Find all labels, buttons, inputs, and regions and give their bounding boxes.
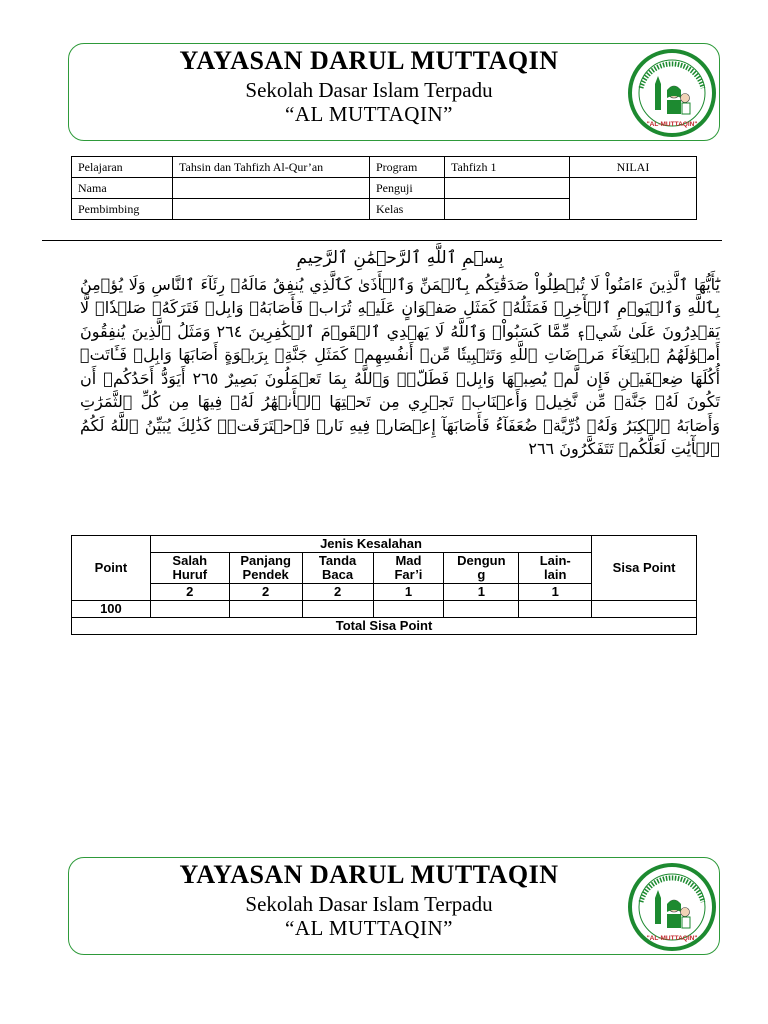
bismillah: بِسۡمِ ٱللَّهِ ٱلرَّحۡمَٰنِ ٱلرَّحِيمِ — [296, 248, 504, 268]
kelas-field[interactable] — [445, 199, 570, 220]
pembimbing-label: Pembimbing — [72, 199, 173, 220]
weight-lain-lain: 1 — [519, 584, 592, 601]
school-header — [68, 43, 720, 141]
weight-panjang-pendek: 2 — [229, 584, 302, 601]
foundation-title: YAYASAN DARUL MUTTAQIN — [179, 46, 559, 75]
logo-caption: "AL-MUTTAQIN" — [646, 935, 698, 942]
logo-caption: "AL-MUTTAQIN" — [646, 121, 698, 128]
passage-text: يَٰٓأَيُّهَا ٱلَّذِينَ ءَامَنُواْ لَا تُبۡطِلُواْ صَدَقَٰتِكُم بِٱلۡمَنِّ وَٱلۡأَذَىٰ كَٱلَّذِي يُنفِقُ مَالَهُۥ رِئَآءَ ٱلنَّاسِ وَلَا يُؤۡمِنُ بِٱللَّهِ وَٱلۡيَوۡمِ ٱلۡأٓخِرِۖ فَمَثَلُهُۥ كَمَثَلِ صَفۡوَانٍ عَلَيۡهِ تُرَابٞ فَأَصَابَهُۥ وَابِلٞ فَتَرَكَهُۥ صَلۡدٗاۖ لَّا يَقۡدِرُونَ عَلَىٰ شَيۡءٖ مِّمَّا كَسَبُواْۗ وَٱللَّهُ لَا يَهۡدِي ٱلۡقَوۡمَ ٱلۡكَٰفِرِينَ ٢٦٤ وَمَثَلُ ٱلَّذِينَ يُنفِقُونَ أَمۡوَٰلَهُمُ ٱبۡتِغَآءَ مَرۡضَاتِ ٱللَّهِ وَتَثۡبِيتٗا مِّنۡ أَنفُسِهِمۡ كَمَثَلِ جَنَّةِۢ بِرَبۡوَةٍ أَصَابَهَا وَابِلٞ فَـَٔاتَتۡ أُكُلَهَا ضِعۡفَيۡنِ فَإِن لَّمۡ يُصِبۡهَا وَابِلٞ فَطَلّٞۗ وَٱللَّهُ بِمَا تَعۡمَلُونَ بَصِيرٌ ٢٦٥ أَيَوَدُّ أَحَدُكُمۡ أَن تَكُونَ لَهُۥ جَنَّةٞ مِّن نَّخِيلٖ وَأَعۡنَابٖ تَجۡرِي مِن تَحۡتِهَا ٱلۡأَنۡهَٰرُ لَهُۥ فِيهَا مِن كُلِّ ٱلثَّمَرَٰتِ وَأَصَابَهُ ٱلۡكِبَرُ وَلَهُۥ ذُرِّيَّةٞ ضُعَفَآءُ فَأَصَابَهَآ إِعۡصَارٞ فِيهِ نَارٞ فَٱحۡتَرَقَتۡۗ كَذَٰلِكَ يُبَيِّنُ ٱللَّهُ لَكُمُ ٱلۡأٓيَٰتِ لَعَلَّكُمۡ تَتَفَكَّرُونَ ٢٦٦ — [80, 274, 721, 458]
school-logo-icon — [627, 862, 717, 952]
weight-tanda-baca: 2 — [302, 584, 373, 601]
nilai-label: NILAI — [570, 157, 697, 178]
entry-sisa-point[interactable] — [592, 601, 697, 618]
entry-lain-lain[interactable] — [519, 601, 592, 618]
category-mad-fari: Mad Far’i — [373, 552, 444, 584]
nama-field[interactable] — [173, 178, 370, 199]
program-label: Program — [370, 157, 445, 178]
start-point: 100 — [72, 601, 151, 618]
weight-mad-fari: 1 — [373, 584, 444, 601]
school-name-bottom: “AL MUTTAQIN” — [285, 916, 453, 940]
pelajaran-label: Pelajaran — [72, 157, 173, 178]
quran-passage — [80, 247, 720, 461]
point-header: Point — [72, 536, 151, 601]
penguji-field[interactable] — [445, 178, 570, 199]
entry-salah-huruf[interactable] — [150, 601, 229, 618]
penguji-label: Penguji — [370, 178, 445, 199]
nama-label: Nama — [72, 178, 173, 199]
category-panjang-pendek: Panjang Pendek — [229, 552, 302, 584]
category-salah-huruf: Salah Huruf — [150, 552, 229, 584]
weight-dengung: 1 — [444, 584, 519, 601]
pelajaran-value: Tahsin dan Tahfizh Al-Qur’an — [173, 157, 370, 178]
program-value: Tahfizh 1 — [445, 157, 570, 178]
school-subtitle: Sekolah Dasar Islam Terpadu — [245, 78, 493, 102]
entry-dengung[interactable] — [444, 601, 519, 618]
foundation-title-bottom: YAYASAN DARUL MUTTAQIN — [179, 860, 559, 889]
school-logo-icon — [627, 48, 717, 138]
divider-line — [42, 240, 722, 241]
entry-mad-fari[interactable] — [373, 601, 444, 618]
school-subtitle-bottom: Sekolah Dasar Islam Terpadu — [245, 892, 493, 916]
student-info-table — [71, 156, 697, 220]
category-tanda-baca: Tanda Baca — [302, 552, 373, 584]
kelas-label: Kelas — [370, 199, 445, 220]
jenis-kesalahan-header: Jenis Kesalahan — [150, 536, 591, 553]
entry-tanda-baca[interactable] — [302, 601, 373, 618]
category-lain-lain: Lain- lain — [519, 552, 592, 584]
school-header-bottom — [68, 857, 720, 955]
entry-panjang-pendek[interactable] — [229, 601, 302, 618]
weight-salah-huruf: 2 — [150, 584, 229, 601]
sisa-point-header: Sisa Point — [592, 536, 697, 601]
pembimbing-field[interactable] — [173, 199, 370, 220]
total-sisa-point-label: Total Sisa Point — [72, 618, 697, 635]
category-dengung: Dengun g — [444, 552, 519, 584]
scoring-table — [71, 535, 697, 635]
nilai-field[interactable] — [570, 178, 697, 220]
school-name: “AL MUTTAQIN” — [285, 102, 453, 126]
